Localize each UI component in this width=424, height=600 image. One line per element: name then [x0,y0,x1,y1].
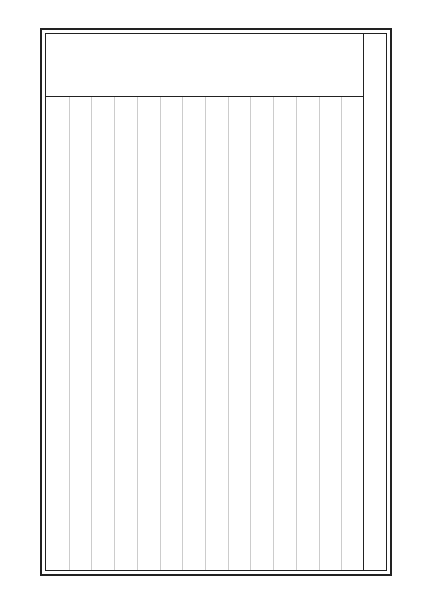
text-column [296,97,319,570]
text-column [91,97,114,570]
page-frame [45,33,387,571]
text-column [137,97,160,570]
running-header [363,34,386,570]
verse-gutter [46,34,364,97]
text-columns [46,97,364,570]
text-column [114,97,137,570]
verse-gutter-row [268,38,358,88]
text-column [273,97,296,570]
text-column [319,97,342,570]
text-column [69,97,92,570]
text-column [182,97,205,570]
text-column [228,97,251,570]
book-page [40,28,392,576]
text-column [160,97,183,570]
text-column [250,97,273,570]
text-column [205,97,228,570]
text-column [46,97,69,570]
text-column [341,97,364,570]
